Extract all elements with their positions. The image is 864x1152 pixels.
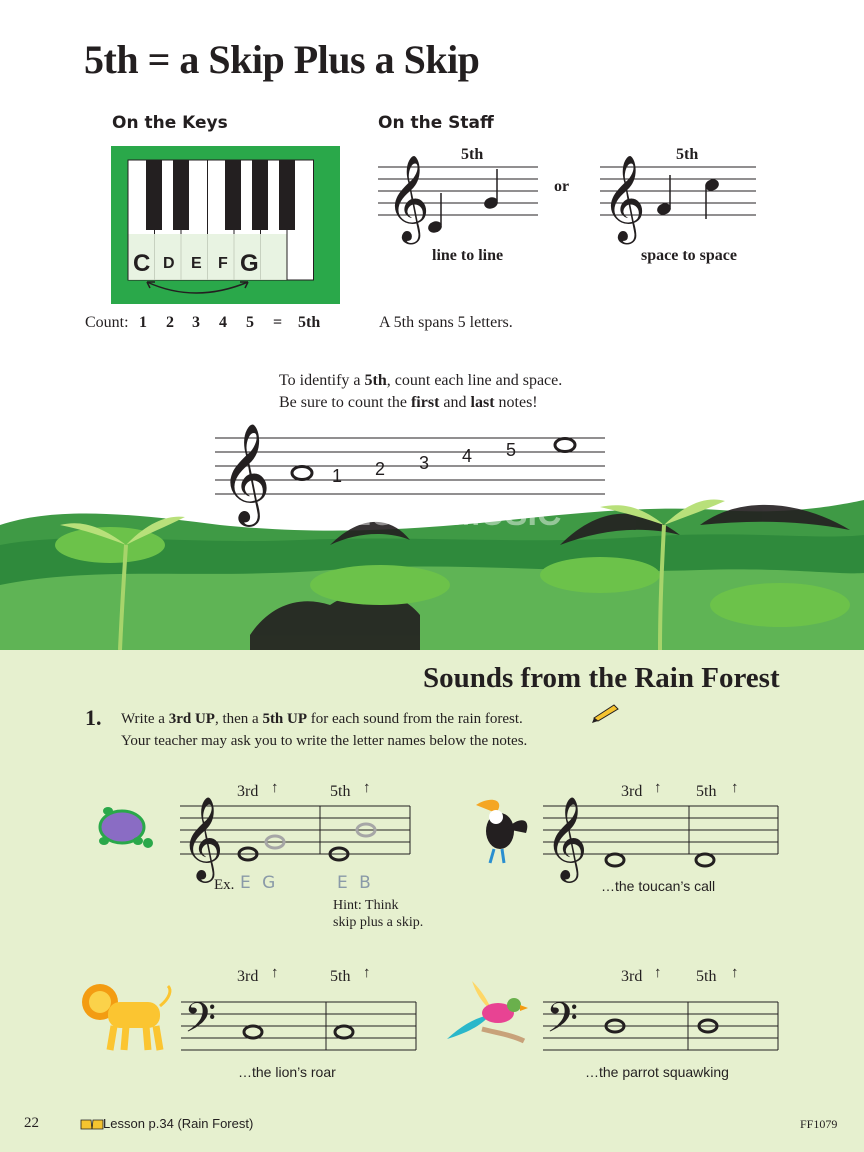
caption-parrot: …the parrot squawking [585,1064,729,1080]
count-result: 5th [298,314,321,331]
staff-lion [176,992,421,1062]
count-step-1: 1 [332,466,343,486]
spans-note: A 5th spans 5 letters. [379,314,513,331]
up-arrow-icon: ↑ [654,965,662,981]
whole-note-e [292,467,312,480]
whole-note-c [244,1026,262,1038]
up-arrow-icon: ↑ [731,780,739,796]
treble-clef-icon: 𝄞 [181,795,224,879]
count-step-2: 2 [375,459,386,479]
on-the-staff-heading: On the Staff [378,113,494,133]
label-5th: 5th [330,783,351,800]
caption-lion: …the lion’s roar [238,1064,336,1080]
key-label-g: G [240,250,259,277]
key-label-c: C [133,250,151,277]
example-letters-1: E G [240,873,279,893]
caption-toucan: …the toucan’s call [601,878,716,894]
whole-note-d [606,854,624,866]
count-2: 2 [166,314,174,331]
label-3rd: 3rd [621,783,643,800]
up-arrow-icon: ↑ [363,965,371,981]
page-title: 5th = a Skip Plus a Skip [84,37,480,82]
or-label: or [554,178,570,195]
page-number: 22 [24,1115,39,1131]
label-5th: 5th [696,968,717,985]
label-5th: 5th [330,968,351,985]
interval-label-5th-2: 5th [676,146,699,163]
example-letters-2: E B [337,873,374,893]
staff-parrot [540,992,785,1062]
count-step-3: 3 [419,453,430,473]
caption-space-to-space: space to space [641,247,737,264]
count-label: Count: [85,314,129,331]
key-label-e: E [191,255,202,272]
example-prefix: Ex. [214,877,235,893]
whole-note-d [696,854,714,866]
whole-note-b [555,439,575,452]
up-arrow-icon: ↑ [271,780,279,796]
counting-line-1: To identify a 5th, count each line and space. [279,372,563,389]
count-4: 4 [219,314,227,331]
toucan-icon [466,795,536,865]
treble-clef-icon: 𝄞 [602,155,646,241]
treble-clef-icon: 𝄞 [220,423,271,523]
book-icon [80,1117,104,1131]
count-step-5: 5 [506,440,517,460]
up-arrow-icon: ↑ [271,965,279,981]
instruction-line-1: Write a 3rd UP, then a 5th UP for each sound from the rain forest. [121,711,523,727]
treble-clef-icon: 𝄞 [545,795,588,879]
turtle-icon [92,797,152,857]
hint-text: Hint: Think skip plus a skip. [333,898,424,930]
count-1: 1 [139,314,147,331]
rainforest-illustration [0,485,864,655]
caption-line-to-line: line to line [432,247,504,264]
parrot-icon [442,975,537,1050]
bass-clef-icon: 𝄢 [184,994,217,1052]
up-arrow-icon: ↑ [363,780,371,796]
instruction-line-2: Your teacher may ask you to write the letter names below the notes. [121,733,528,749]
count-equals: = [273,314,283,331]
pencil-icon [592,702,622,722]
keyboard-keys [111,146,340,304]
label-3rd: 3rd [237,968,259,985]
count-3: 3 [192,314,200,331]
count-step-4: 4 [462,446,473,466]
treble-clef-icon: 𝄞 [386,155,430,241]
section-title: Sounds from the Rain Forest [423,662,780,694]
count-5: 5 [246,314,254,331]
staff-turtle [175,782,415,879]
staff-toucan [543,782,783,879]
watermark: PRELUDE MUSIC [280,495,562,533]
whole-note-c [335,1026,353,1038]
lesson-reference-link[interactable]: Lesson p.34 (Rain Forest) [103,1116,254,1131]
bass-clef-icon: 𝄢 [546,994,579,1052]
lion-icon [78,980,173,1055]
interval-label-5th-1: 5th [461,146,484,163]
keyboard-diagram [111,146,340,304]
label-3rd: 3rd [237,783,259,800]
label-3rd: 3rd [621,968,643,985]
span-arrow [147,282,248,293]
up-arrow-icon: ↑ [654,780,662,796]
exercise-number: 1. [85,705,102,730]
key-label-f: F [218,255,228,272]
label-5th: 5th [696,783,717,800]
catalog-code: FF1079 [800,1117,838,1131]
up-arrow-icon: ↑ [731,965,739,981]
key-label-d: D [163,255,175,272]
counting-line-2: Be sure to count the first and last notes! [279,394,538,411]
on-the-keys-heading: On the Keys [112,113,228,133]
